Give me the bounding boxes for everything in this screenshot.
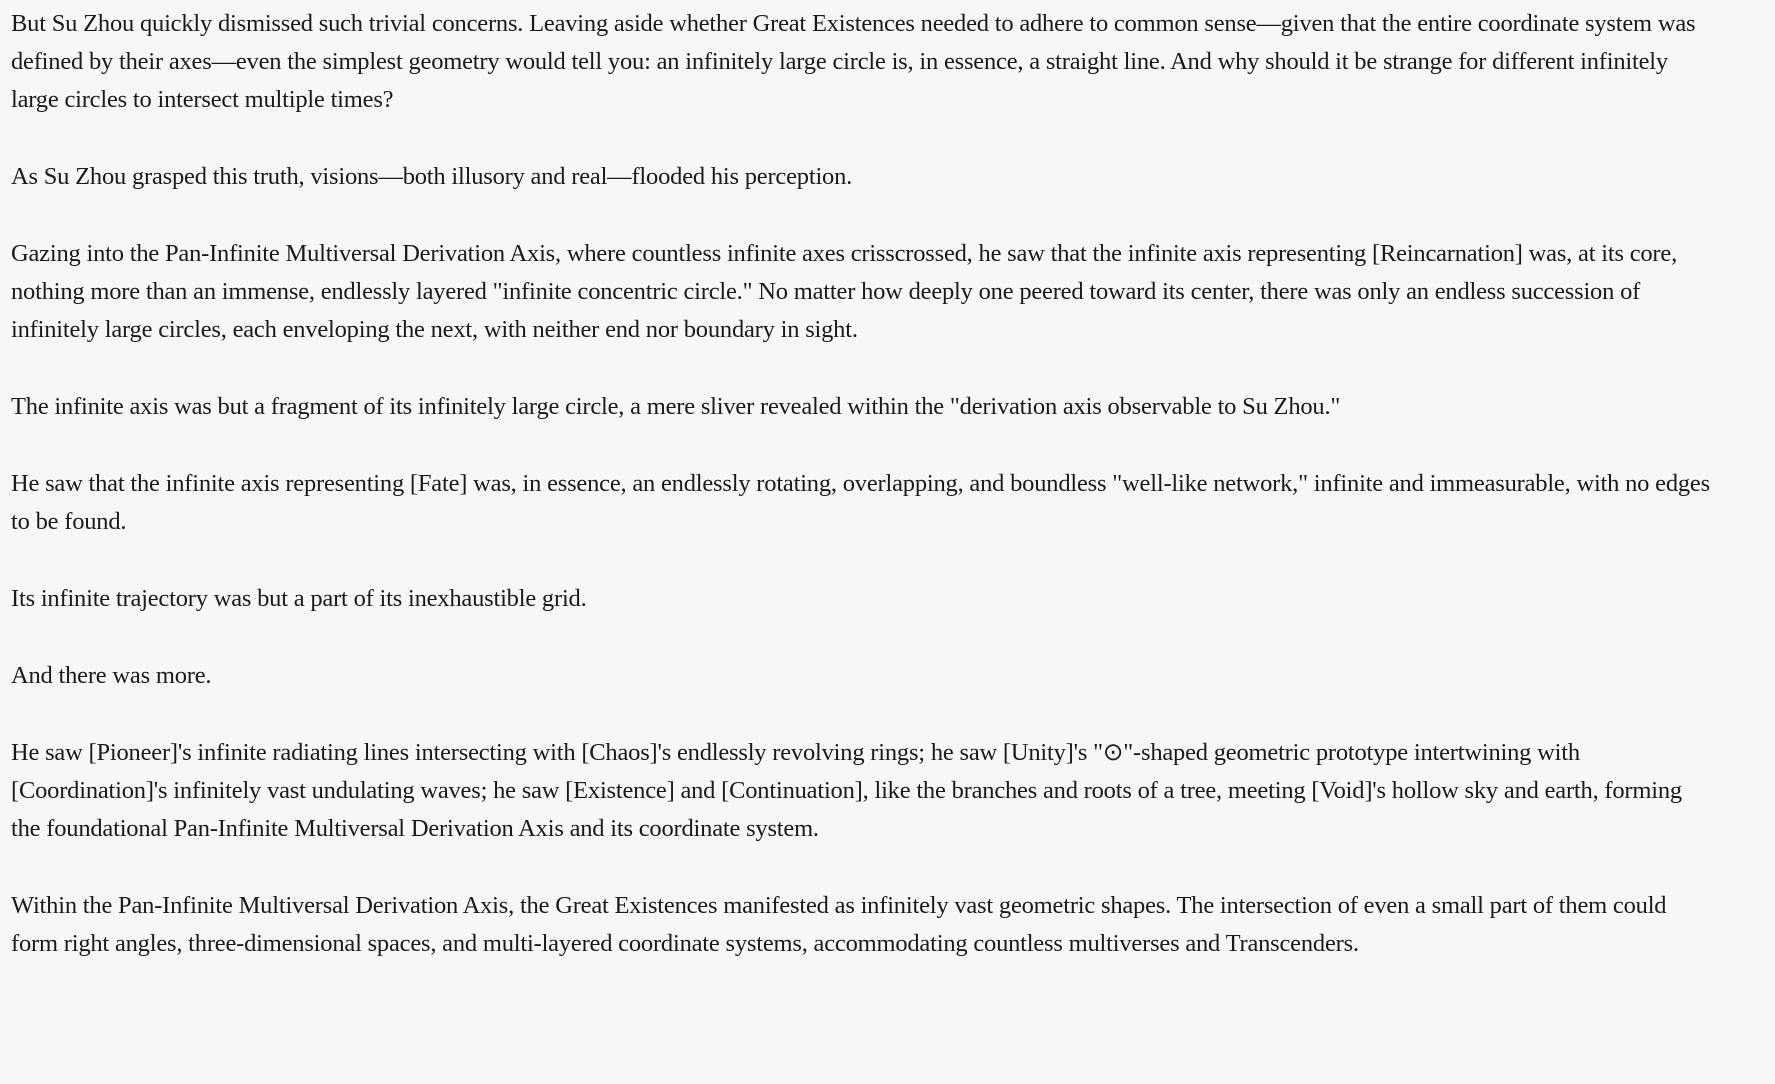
paragraph: Within the Pan-Infinite Multiversal Derivation Axis, the Great Existences manifested as infinitely vast geometric shapes. The intersection of even a small part of them could form right angles, three-dimensional spaces, and multi-layered coordinate systems, accommodating countless multiverses and Transcenders. [11,892,1667,957]
paragraph: Gazing into the Pan-Infinite Multiversal Derivation Axis, where countless infinite axes crisscrossed, he saw that the infinite axis representing [Reincarnation] was, at its core, nothing more than an immense, endlessly layered "infinite concentric circle." No matter how deeply one peered toward its center, there was only an endless succession of infinitely large circles, each enveloping the next, with neither end nor boundary in sight. [11,240,1677,343]
paragraph: He saw that the infinite axis representing [Fate] was, in essence, an endlessly rotating, overlapping, and boundless "well-like network," infinite and immeasurable, with no edges to be found. [11,470,1710,535]
paragraph: As Su Zhou grasped this truth, visions—both illusory and real—flooded his perception. [11,163,853,190]
paragraph: The infinite axis was but a fragment of its infinitely large circle, a mere sliver revealed within the "derivation axis observable to Su Zhou." [11,393,1341,420]
paragraph: And there was more. [11,662,212,689]
paragraph: Its infinite trajectory was but a part of its inexhaustible grid. [11,585,587,612]
paragraph: He saw [Pioneer]'s infinite radiating lines intersecting with [Chaos]'s endlessly revolving rings; he saw [Unity]'s "⊙"-shaped geometric prototype intertwining with [Coordination]'s infinitely vast undulating waves; he saw [Existence] and [Continuation], like the branches and roots of a tree, meeting [Void]'s hollow sky and earth, forming the foundational Pan-Infinite Multiversal Derivation Axis and its coordinate system. [11,739,1682,842]
paragraph: But Su Zhou quickly dismissed such trivial concerns. Leaving aside whether Great Existences needed to adhere to common sense—given that the entire coordinate system was defined by their axes—even the simplest geometry would tell you: an infinitely large circle is, in essence, a straight line. And why should it be strange for different infinitely large circles to intersect multiple times? [11,10,1696,113]
